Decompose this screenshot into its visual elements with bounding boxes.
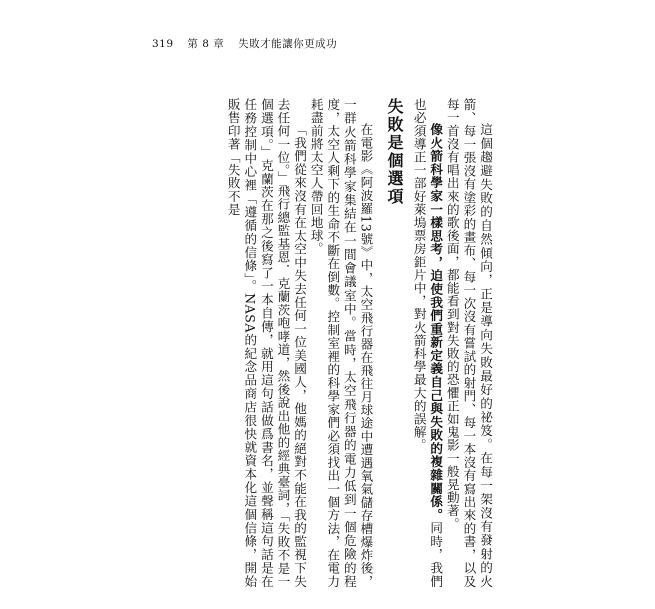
- paragraph-3: 在電影《阿波羅13號》中，太空飛行器在飛往月球途中遭遇氧氣儲存槽爆炸後，一群火箭科學家集結在一間會議室中。當時，太空飛行器的電力低到一個危險的程度，太空人剩下的生命不斷在倒數。控制室裡的科學家們必須找出一個方法，在電力耗盡前將太空人帶回地球。: [308, 98, 374, 588]
- section-heading: 失敗是個選項: [385, 98, 405, 206]
- paragraph-1: 這個趨避失敗的自然傾向，正是導向失敗最好的祕笈。在每一架沒有發射的火箭、每一張沒有塗彩的畫布、每一次沒有嘗試的射門、每一本沒有寫出來的書，以及每一首沒有唱出來的歌後面，都能看到對失敗的恐懼正如鬼影一般晃動著。: [444, 98, 493, 588]
- paragraph-4: 「我們從來沒有在太空中失去任何一位美國人，他媽的絕對不能在我的監視下失去任何一位。」飛行總監基恩．克蘭茨咆哮道，然後說出他的經典臺詞，「失敗不是一個選項。」克蘭茨在那之後寫了一本自傳，就用這句話做爲書名，並聲稱這句話是在任務控制中心裡「遵循的信條」。NASA的紀念品商店很快就資本化這個信條，開始販售印著「失敗不是: [225, 98, 308, 588]
- paragraph-2-rest: 同時，我們也必須導正一部好萊塢票房鉅片中，對火箭科學最大的誤解。: [411, 98, 444, 589]
- paragraph-2: [410, 98, 443, 588]
- paragraph-2-bold: 像火箭科學家一樣思考，迫使我們重新定義自己與失敗的複雜關係。: [428, 123, 444, 522]
- vertical-body-text: [168, 98, 493, 588]
- page-number: 319: [152, 38, 174, 50]
- chapter-title: 失敗才能讓你更成功: [238, 38, 338, 50]
- running-header: [152, 36, 347, 51]
- chapter-number: 第 8 章: [187, 38, 225, 50]
